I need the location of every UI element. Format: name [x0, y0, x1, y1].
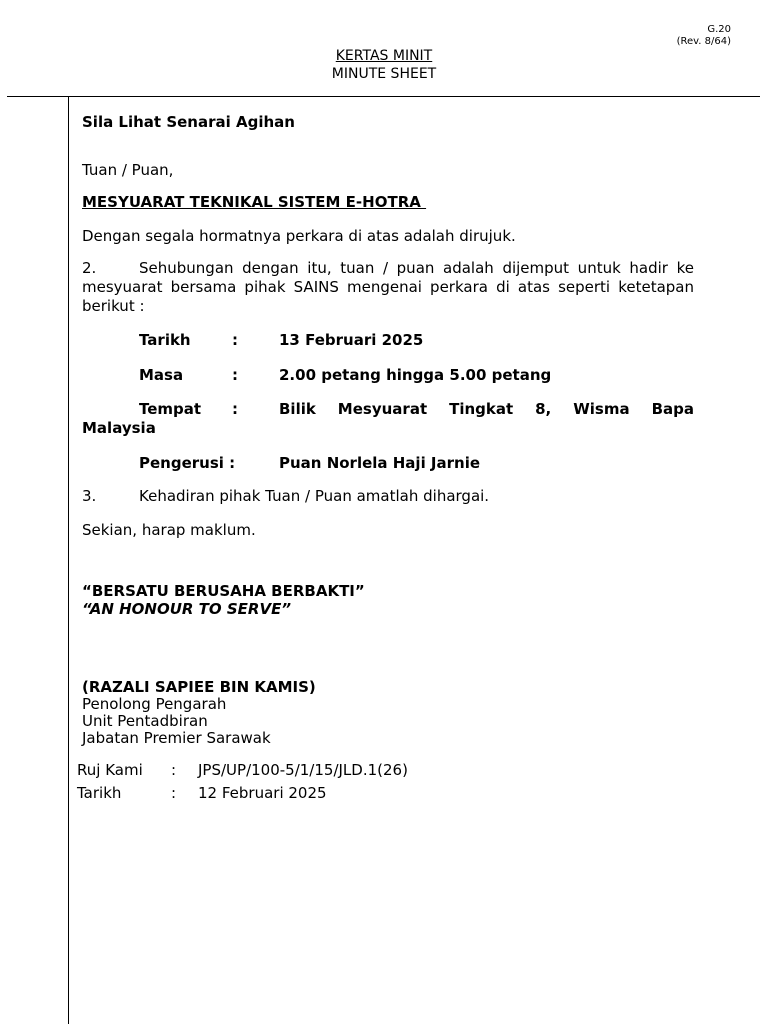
signatory-department: Jabatan Premier Sarawak	[82, 729, 271, 747]
salutation: Tuan / Puan,	[82, 161, 174, 179]
detail-venue-value-cont: Malaysia	[82, 419, 156, 437]
paragraph-2-number: 2.	[82, 259, 97, 277]
detail-venue-colon: :	[232, 400, 238, 418]
paragraph-2-text-1: Sehubungan dengan itu, tuan / puan adalah dijemput untuk hadir ke	[139, 259, 694, 277]
reference-label: Ruj Kami	[77, 761, 143, 779]
signatory-position: Penolong Pengarah	[82, 695, 227, 713]
page-title: KERTAS MINIT	[335, 48, 433, 64]
paragraph-3-number: 3.	[82, 487, 97, 505]
margin-line	[68, 97, 69, 1024]
reference-date-value: 12 Februari 2025	[198, 784, 327, 802]
form-code-revision: (Rev. 8/64)	[676, 36, 731, 47]
page-subtitle: MINUTE SHEET	[331, 66, 437, 82]
paragraph-1: Dengan segala hormatnya perkara di atas adalah dirujuk.	[82, 227, 516, 245]
reference-number	[77, 761, 408, 780]
closing-line: Sekian, harap maklum.	[82, 521, 256, 539]
detail-chair-label: Pengerusi :	[139, 454, 236, 472]
paragraph-3	[82, 487, 694, 506]
header-divider	[7, 96, 760, 97]
reference-date	[77, 784, 327, 803]
motto-malay: “BERSATU BERUSAHA BERBAKTI”	[82, 582, 365, 600]
distribution-note: Sila Lihat Senarai Agihan	[82, 113, 295, 131]
paragraph-3-text: Kehadiran pihak Tuan / Puan amatlah dihargai.	[139, 487, 490, 505]
paragraph-2-line-3: berikut :	[82, 297, 145, 315]
form-code-number: G.20	[707, 24, 731, 35]
reference-date-label: Tarikh	[77, 784, 122, 802]
detail-time-label: Masa	[139, 366, 184, 384]
detail-time-value: 2.00 petang hingga 5.00 petang	[279, 366, 552, 384]
motto-english: “AN HONOUR TO SERVE”	[82, 600, 291, 618]
subject-line: MESYUARAT TEKNIKAL SISTEM E-HOTRA	[82, 193, 427, 211]
detail-date-value: 13 Februari 2025	[279, 331, 424, 349]
detail-venue-label: Tempat	[139, 400, 202, 418]
signatory-name: (RAZALI SAPIEE BIN KAMIS)	[82, 678, 316, 696]
detail-chair-value: Puan Norlela Haji Jarnie	[279, 454, 481, 472]
reference-date-colon: :	[171, 784, 177, 802]
detail-venue-value: Bilik Mesyuarat Tingkat 8, Wisma Bapa	[279, 400, 694, 418]
detail-date-label: Tarikh	[139, 331, 191, 349]
reference-value: JPS/UP/100-5/1/15/JLD.1(26)	[198, 761, 408, 779]
paragraph-2-line-2: mesyuarat bersama pihak SAINS mengenai perkara di atas seperti ketetapan	[82, 278, 694, 296]
paragraph-2-line-1	[82, 259, 694, 278]
detail-date-colon: :	[232, 331, 238, 349]
detail-time-colon: :	[232, 366, 238, 384]
form-code	[677, 24, 731, 48]
signatory-unit: Unit Pentadbiran	[82, 712, 208, 730]
reference-colon: :	[171, 761, 177, 779]
